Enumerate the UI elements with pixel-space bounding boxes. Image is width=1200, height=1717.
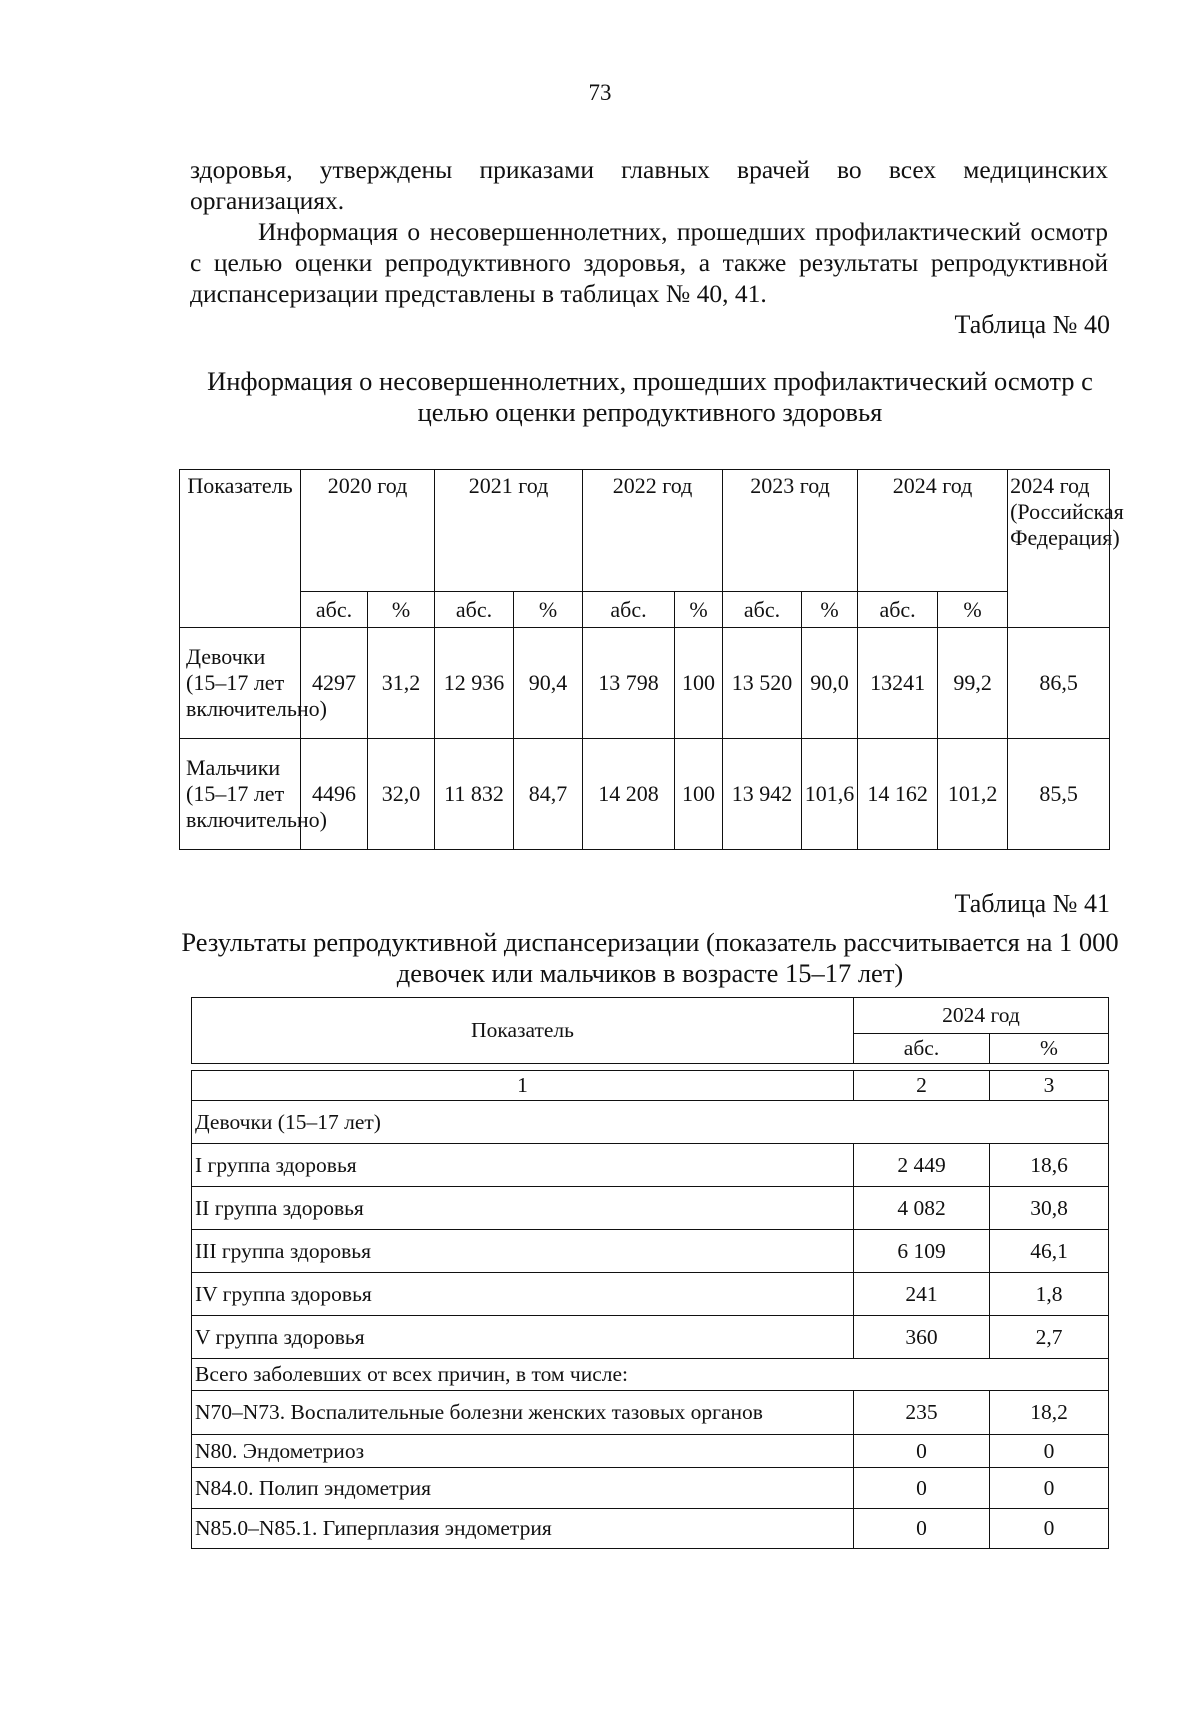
- table40-title: Информация о несовершеннолетних, прошедших профилактический осмотр с целью оценки репродуктивного здоровья: [207, 366, 1093, 427]
- table41-row-label: N85.0–N85.1. Гиперплазия эндометрия: [192, 1509, 854, 1549]
- table41-col-number: 2: [854, 1071, 990, 1101]
- table40-header-abs: абс.: [301, 592, 368, 628]
- table41-row-label: III группа здоровья: [192, 1230, 854, 1273]
- table-cell: 0: [990, 1435, 1109, 1468]
- table-cell: 85,5: [1008, 739, 1110, 850]
- table40-header-pct: %: [938, 592, 1008, 628]
- table40-header-year: 2021 год: [435, 470, 583, 592]
- table-cell: 2,7: [990, 1316, 1109, 1359]
- table41-header-abs: абс.: [854, 1034, 990, 1064]
- table-cell: 46,1: [990, 1230, 1109, 1273]
- table40-header-pct: %: [802, 592, 858, 628]
- table-cell: 84,7: [514, 739, 583, 850]
- table-row: [192, 1144, 1109, 1187]
- table-cell: 0: [854, 1468, 990, 1509]
- table40-header-abs: абс.: [583, 592, 675, 628]
- table40-header-year: 2020 год: [301, 470, 435, 592]
- table-cell: 18,6: [990, 1144, 1109, 1187]
- table-cell: 4496: [301, 739, 368, 850]
- table40-header-pct: %: [514, 592, 583, 628]
- table41-row-label: V группа здоровья: [192, 1316, 854, 1359]
- table-cell: 101,6: [802, 739, 858, 850]
- table41-row-label: I группа здоровья: [192, 1144, 854, 1187]
- table40-header-year: 2023 год: [723, 470, 858, 592]
- table-cell: 13 520: [723, 628, 802, 739]
- table-cell: 13241: [858, 628, 938, 739]
- table41-label: Таблица № 41: [954, 889, 1110, 918]
- table41-header-pct: %: [990, 1034, 1109, 1064]
- intro-paragraph-2: Информация о несовершеннолетних, прошедших профилактический осмотр с целью оценки репродуктивного здоровья, а также результаты репродуктивной диспансеризации представлены в таблицах № 40, 41.: [190, 217, 1108, 308]
- table40-header-year: 2022 год: [583, 470, 723, 592]
- table-cell: 31,2: [368, 628, 435, 739]
- table41-row-label: N84.0. Полип эндометрия: [192, 1468, 854, 1509]
- table-cell: 30,8: [990, 1187, 1109, 1230]
- table41-subsection-label: Всего заболевших от всех причин, в том числе:: [192, 1359, 1109, 1391]
- table-cell: 14 208: [583, 739, 675, 850]
- table40-header-abs: абс.: [723, 592, 802, 628]
- table-row: [192, 1316, 1109, 1359]
- table-41: [191, 997, 1109, 1549]
- table41-row-label: II группа здоровья: [192, 1187, 854, 1230]
- table40-label: Таблица № 40: [954, 310, 1110, 339]
- table-row: [180, 739, 1110, 850]
- table-cell: 99,2: [938, 628, 1008, 739]
- page-number: 73: [588, 80, 612, 105]
- table-row: [180, 628, 1110, 739]
- table-cell: 6 109: [854, 1230, 990, 1273]
- table-cell: 12 936: [435, 628, 514, 739]
- table-row: [192, 1273, 1109, 1316]
- table-cell: 32,0: [368, 739, 435, 850]
- table-cell: 14 162: [858, 739, 938, 850]
- table-cell: 90,4: [514, 628, 583, 739]
- table-cell: 241: [854, 1273, 990, 1316]
- table-cell: 86,5: [1008, 628, 1110, 739]
- table-cell: 1,8: [990, 1273, 1109, 1316]
- table-cell: 13 942: [723, 739, 802, 850]
- table41-row-label: N70–N73. Воспалительные болезни женских тазовых органов: [192, 1391, 854, 1435]
- table-cell: 90,0: [802, 628, 858, 739]
- table40-row-label: Девочки (15–17 лет включительно): [180, 628, 301, 739]
- table40-header-indicator: Показатель: [180, 470, 301, 628]
- table40-header-pct: %: [368, 592, 435, 628]
- table-row: [192, 1187, 1109, 1230]
- table-cell: 100: [675, 628, 723, 739]
- table-cell: 18,2: [990, 1391, 1109, 1435]
- table41-section-label: Девочки (15–17 лет): [192, 1101, 1109, 1144]
- table41-header-year: 2024 год: [854, 998, 1109, 1034]
- intro-paragraph-1: здоровья, утверждены приказами главных врачей во всех медицинских организациях.: [190, 155, 1108, 215]
- table-cell: 0: [854, 1435, 990, 1468]
- table-row: [192, 1468, 1109, 1509]
- table40-header-rf: 2024 год (Российская Федерация): [1008, 470, 1110, 628]
- table-row: [192, 1435, 1109, 1468]
- table-cell: 2 449: [854, 1144, 990, 1187]
- table-row: [192, 1509, 1109, 1549]
- table41-row-label: N80. Эндометриоз: [192, 1435, 854, 1468]
- table-40: [179, 469, 1124, 850]
- table-cell: 100: [675, 739, 723, 850]
- table-row: [192, 1391, 1109, 1435]
- table-cell: 235: [854, 1391, 990, 1435]
- table40-header-year: 2024 год: [858, 470, 1008, 592]
- table41-title: Результаты репродуктивной диспансеризации (показатель рассчитывается на 1 000 девочек или мальчиков в возрасте 15–17 лет): [181, 927, 1119, 988]
- table-cell: 13 798: [583, 628, 675, 739]
- table-cell: 360: [854, 1316, 990, 1359]
- table40-row-label: Мальчики (15–17 лет включительно): [180, 739, 301, 850]
- table40-header-abs: абс.: [858, 592, 938, 628]
- table40-header-pct: %: [675, 592, 723, 628]
- table-cell: 0: [990, 1468, 1109, 1509]
- table-row: [192, 1230, 1109, 1273]
- table-cell: 4 082: [854, 1187, 990, 1230]
- table40-header-abs: абс.: [435, 592, 514, 628]
- table41-header-indicator: Показатель: [192, 998, 854, 1064]
- table-cell: 11 832: [435, 739, 514, 850]
- table41-row-label: IV группа здоровья: [192, 1273, 854, 1316]
- table41-col-number: 1: [192, 1071, 854, 1101]
- table41-col-number: 3: [990, 1071, 1109, 1101]
- table-cell: 0: [854, 1509, 990, 1549]
- table-cell: 0: [990, 1509, 1109, 1549]
- table-cell: 101,2: [938, 739, 1008, 850]
- table-cell: 4297: [301, 628, 368, 739]
